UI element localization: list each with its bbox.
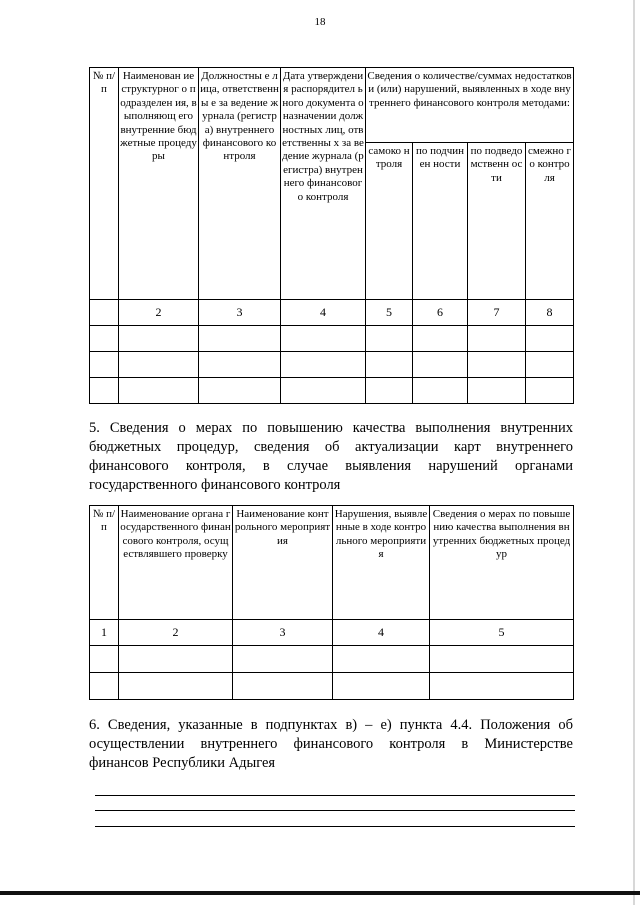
column-number-cell: 2 xyxy=(119,620,233,646)
header-number: № п/п xyxy=(90,68,119,300)
column-number-cell: 4 xyxy=(333,620,430,646)
table-row xyxy=(90,673,574,700)
scan-bottom-border xyxy=(0,891,640,895)
section-6-paragraph xyxy=(89,716,573,773)
blank-line-2 xyxy=(95,810,575,811)
column-number-cell: 5 xyxy=(366,300,413,326)
header-subordination-control: по подчинен ности xyxy=(413,143,468,300)
section-6-line: осуществлении внутреннего финансового контроля в Министерстве xyxy=(89,736,573,752)
column-number-cell: 3 xyxy=(233,620,333,646)
header-approval-date: Дата утверждения распорядител ьного документа о назначении должностных лиц, ответственны х за ведение журнала (регистра) внутреннего финансового контроля xyxy=(281,68,366,300)
column-number-row xyxy=(90,620,574,646)
section-5-line: 5. Сведения о мерах по повышению качества выполнения внутренних xyxy=(89,420,573,436)
header-violations: Нарушения, выявленные в ходе контрольного мероприятия xyxy=(333,506,430,620)
header-related-control: смежно го контро ля xyxy=(526,143,574,300)
table-row xyxy=(90,646,574,673)
column-number-cell: 5 xyxy=(430,620,574,646)
inspection-measures-table xyxy=(89,505,574,700)
column-number-cell: 1 xyxy=(90,620,119,646)
column-number-row xyxy=(90,300,574,326)
column-number-cell: 7 xyxy=(468,300,526,326)
section-5-line: бюджетных процедур, сведения об актуализации карт внутреннего xyxy=(89,439,573,455)
section-5-line: государственного финансового контроля xyxy=(89,477,341,493)
header-responsible-persons: Должностны е лица, ответственны е за ведение журнала (регистра) внутреннего финансового контроля xyxy=(199,68,281,300)
header-number: № п/п xyxy=(90,506,119,620)
header-control-body: Наименование органа государственного финансового контроля, осуществлявшего проверку xyxy=(119,506,233,620)
table-row xyxy=(90,378,574,404)
section-6-line: 6. Сведения, указанные в подпунктах в) – е) пункта 4.4. Положения об xyxy=(89,717,573,733)
header-control-event: Наименование контрольного мероприятия xyxy=(233,506,333,620)
blank-line-1 xyxy=(95,795,575,796)
section-5-paragraph xyxy=(89,419,573,495)
header-structural-unit: Наименован ие структурног о подразделен ия, выполняющ его внутренние бюджетные процедуры xyxy=(119,68,199,300)
blank-line-3 xyxy=(95,826,575,827)
header-improvement-measures: Сведения о мерах по повышению качества выполнения внутренних бюджетных процедур xyxy=(430,506,574,620)
header-violations-group: Сведения о количестве/суммах недостатков и (или) нарушений, выявленных в ходе внутреннего финансового контроля методами: xyxy=(366,68,574,143)
column-number-cell: 3 xyxy=(199,300,281,326)
page-number: 18 xyxy=(314,16,326,28)
section-5-line: финансового контроля, в случае выявления нарушений органами xyxy=(89,458,573,474)
internal-control-journal-table xyxy=(89,67,574,404)
page-edge xyxy=(633,0,635,905)
column-number-cell xyxy=(90,300,119,326)
header-departmental-control: по подведо мственн ости xyxy=(468,143,526,300)
column-number-cell: 6 xyxy=(413,300,468,326)
section-6-line: финансов Республики Адыгея xyxy=(89,755,276,771)
header-self-control: самоко нтроля xyxy=(366,143,413,300)
table-row xyxy=(90,352,574,378)
column-number-cell: 2 xyxy=(119,300,199,326)
table-row xyxy=(90,326,574,352)
column-number-cell: 4 xyxy=(281,300,366,326)
column-number-cell: 8 xyxy=(526,300,574,326)
